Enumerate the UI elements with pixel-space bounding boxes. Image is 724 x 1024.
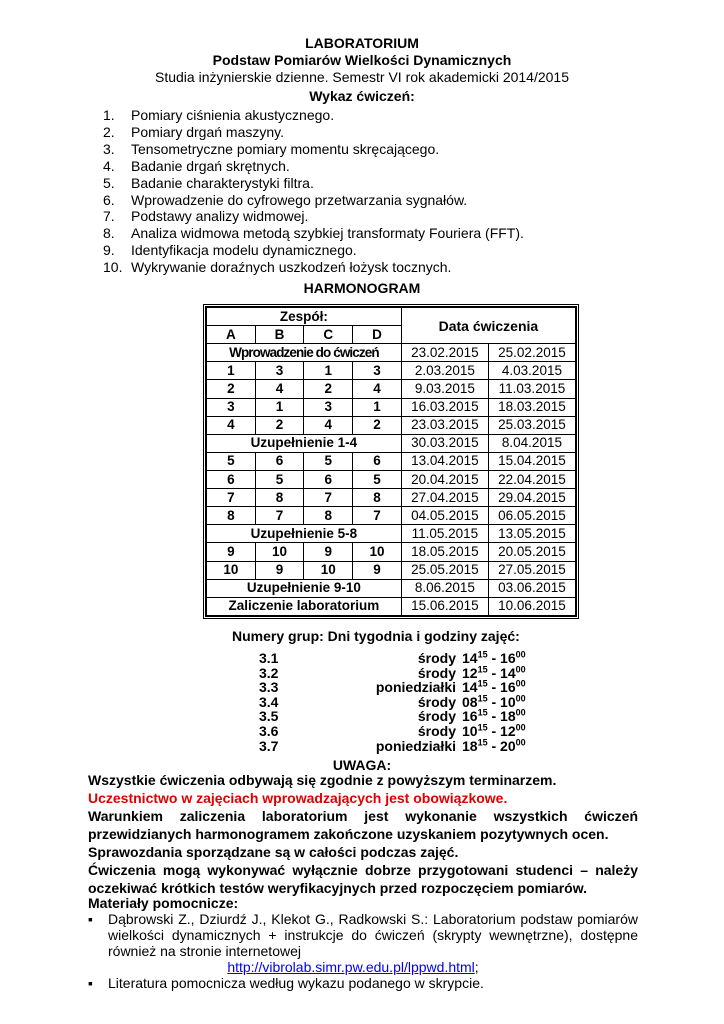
group-number: 3.3 bbox=[259, 679, 279, 696]
date-1: 27.04.2015 bbox=[401, 489, 488, 507]
date-2: 11.03.2015 bbox=[488, 380, 575, 398]
exercise-item bbox=[103, 259, 524, 276]
exercise-item bbox=[103, 158, 524, 175]
date-2: 29.04.2015 bbox=[488, 489, 575, 507]
exercise-number: 2. bbox=[103, 123, 115, 140]
group-day: poniedziałki bbox=[375, 679, 456, 696]
group-time: $18^{15} - 20^{00}$ bbox=[462, 736, 526, 754]
material-item bbox=[88, 975, 638, 991]
group-day: poniedziałki bbox=[375, 737, 456, 754]
square-bullet-icon: ▪ bbox=[88, 911, 93, 927]
note-reports: Sprawozdania sporządzane są w całości podczas zajęć. bbox=[88, 844, 459, 860]
date-2: 15.04.2015 bbox=[488, 452, 575, 470]
exercise-text: Podstawy analizy widmowej. bbox=[131, 208, 309, 225]
end-minute: 00 bbox=[515, 663, 526, 674]
group-row bbox=[232, 678, 526, 696]
end-hour: 12 bbox=[500, 723, 516, 739]
studies-info: Studia inżynierskie dzienne. Semestr VI rok akademicki 2014/2015 bbox=[155, 69, 569, 85]
group-time: $14^{15} - 16^{00}$ bbox=[462, 678, 526, 696]
group-number: 3.1 bbox=[259, 650, 279, 666]
team-c-exercise: 3 bbox=[304, 398, 353, 416]
date-1: 23.03.2015 bbox=[401, 416, 488, 434]
team-b-exercise: 4 bbox=[255, 380, 304, 398]
schedule-row bbox=[207, 416, 576, 434]
materials-heading: Materiały pomocnicze: bbox=[88, 895, 239, 911]
date-1: 20.04.2015 bbox=[401, 470, 488, 488]
date-1: 9.03.2015 bbox=[401, 380, 488, 398]
exercise-number: 5. bbox=[103, 174, 115, 191]
team-d-exercise: 10 bbox=[353, 543, 402, 561]
group-row bbox=[232, 722, 526, 739]
notes-section bbox=[88, 771, 638, 897]
schedule-summary-row bbox=[207, 525, 576, 543]
group-number: 3.5 bbox=[259, 708, 279, 725]
group-row bbox=[232, 736, 526, 754]
schedule-row bbox=[207, 452, 576, 470]
group-number: 3.2 bbox=[259, 664, 279, 681]
team-a-exercise: 2 bbox=[207, 380, 256, 398]
group-day: środy bbox=[417, 693, 456, 710]
note-pass-condition: Warunkiem zaliczenia laboratorium jest wykonanie wszystkich ćwiczeń przewidzianych harmonogramem zakończone uzyskaniem pozytywnych ocen. bbox=[88, 808, 638, 842]
exercise-item bbox=[103, 124, 524, 141]
group-time: $16^{15} - 18^{00}$ bbox=[462, 707, 526, 725]
group-number: 3.7 bbox=[259, 737, 279, 754]
exercise-text: Pomiary drgań maszyny. bbox=[131, 123, 285, 140]
document-header bbox=[0, 35, 724, 105]
page-title: LABORATORIUM bbox=[305, 35, 419, 51]
group-day: środy bbox=[417, 664, 456, 681]
group-row bbox=[232, 663, 526, 681]
intro-date-2: 25.02.2015 bbox=[488, 344, 575, 362]
schedule-row bbox=[207, 380, 576, 398]
end-hour: 16 bbox=[500, 650, 516, 666]
team-c-exercise: 10 bbox=[304, 561, 353, 579]
schedule-header-row bbox=[207, 308, 576, 326]
date-2: 06.05.2015 bbox=[488, 507, 575, 525]
date-2: 4.03.2015 bbox=[488, 362, 575, 380]
schedule-table bbox=[203, 304, 579, 619]
start-hour: 14 bbox=[462, 650, 478, 666]
team-d-exercise: 8 bbox=[353, 489, 402, 507]
row-label: Uzupełnienie 9-10 bbox=[207, 579, 402, 597]
team-b-exercise: 2 bbox=[255, 416, 304, 434]
group-time: $10^{15} - 12^{00}$ bbox=[462, 722, 526, 739]
schedule-row bbox=[207, 470, 576, 488]
row-label: Zaliczenie laboratorium bbox=[207, 597, 402, 615]
date-2: 8.04.2015 bbox=[488, 434, 575, 452]
link-punctuation: ; bbox=[474, 959, 479, 975]
exercise-item bbox=[103, 141, 524, 158]
team-b-exercise: 9 bbox=[255, 561, 304, 579]
team-b-exercise: 6 bbox=[255, 452, 304, 470]
exercise-number: 8. bbox=[103, 225, 115, 242]
date-1: 18.05.2015 bbox=[401, 543, 488, 561]
date-1: 8.06.2015 bbox=[401, 579, 488, 597]
exercise-item bbox=[103, 175, 524, 192]
start-minute: 15 bbox=[477, 736, 488, 747]
materials-link[interactable]: http://vibrolab.simr.pw.edu.pl/lppwd.html bbox=[227, 959, 475, 975]
row-label: Uzupełnienie 5-8 bbox=[207, 525, 402, 543]
team-d-exercise: 2 bbox=[353, 416, 402, 434]
start-hour: 16 bbox=[462, 708, 478, 725]
group-number: 3.4 bbox=[259, 693, 279, 710]
exercise-number: 4. bbox=[103, 157, 115, 174]
team-c-exercise: 8 bbox=[304, 507, 353, 525]
team-b-exercise: 10 bbox=[255, 543, 304, 561]
schedule-row bbox=[207, 489, 576, 507]
note-preparation: Ćwiczenia mogą wykonywać wyłącznie dobrze przygotowani studenci – należy oczekiwać krótkich testów weryfikacyjnych przed rozpoczęciem pomiarów. bbox=[88, 862, 638, 896]
materials-section bbox=[88, 895, 638, 991]
start-minute: 15 bbox=[477, 663, 488, 674]
end-hour: 10 bbox=[500, 693, 516, 710]
group-row bbox=[232, 649, 526, 666]
start-hour: 18 bbox=[462, 737, 478, 754]
team-a-exercise: 4 bbox=[207, 416, 256, 434]
group-time: $14^{15} - 16^{00}$ bbox=[462, 649, 526, 666]
team-d-exercise: 9 bbox=[353, 561, 402, 579]
team-b-exercise: 1 bbox=[255, 398, 304, 416]
start-minute: 15 bbox=[477, 678, 488, 689]
note-mandatory: Uczestnictwo w zajęciach wprowadzających jest obowiązkowe. bbox=[88, 790, 508, 806]
team-letter: A bbox=[207, 326, 256, 344]
note-schedule: Wszystkie ćwiczenia odbywają się zgodnie z powyższym terminarzem. bbox=[88, 772, 557, 788]
group-time: $12^{15} - 14^{00}$ bbox=[462, 663, 526, 681]
intro-label: Wprowadzenie do ćwiczeń bbox=[207, 344, 402, 362]
date-2: 13.05.2015 bbox=[488, 525, 575, 543]
schedule-summary-row bbox=[207, 434, 576, 452]
exercise-text: Badanie charakterystyki filtra. bbox=[131, 174, 314, 191]
groups-heading: Numery grup: Dni tygodnia i godziny zajęć: bbox=[232, 628, 520, 644]
exercise-text: Pomiary ciśnienia akustycznego. bbox=[131, 107, 335, 123]
start-hour: 12 bbox=[462, 664, 478, 681]
team-b-exercise: 8 bbox=[255, 489, 304, 507]
date-2: 22.04.2015 bbox=[488, 470, 575, 488]
team-b-exercise: 3 bbox=[255, 362, 304, 380]
start-hour: 14 bbox=[462, 679, 478, 696]
date-1: 2.03.2015 bbox=[401, 362, 488, 380]
team-a-exercise: 7 bbox=[207, 489, 256, 507]
team-a-exercise: 10 bbox=[207, 561, 256, 579]
exercise-item bbox=[103, 208, 524, 225]
date-2: 27.05.2015 bbox=[488, 561, 575, 579]
team-letter: D bbox=[353, 326, 402, 344]
team-c-exercise: 9 bbox=[304, 543, 353, 561]
group-row bbox=[232, 693, 526, 710]
team-label: Zespół: bbox=[207, 308, 402, 326]
group-number: 3.6 bbox=[259, 723, 279, 739]
team-c-exercise: 6 bbox=[304, 470, 353, 488]
end-minute: 00 bbox=[515, 736, 526, 747]
schedule-title: HARMONOGRAM bbox=[303, 280, 421, 296]
end-minute: 00 bbox=[515, 678, 526, 689]
exercise-text: Analiza widmowa metodą szybkiej transformaty Fouriera (FFT). bbox=[131, 225, 524, 242]
team-b-exercise: 5 bbox=[255, 470, 304, 488]
end-hour: 16 bbox=[500, 679, 516, 696]
notes-heading: UWAGA: bbox=[332, 757, 392, 773]
exercises-heading: Wykaz ćwiczeń: bbox=[309, 88, 415, 104]
team-a-exercise: 1 bbox=[207, 362, 256, 380]
date-2: 03.06.2015 bbox=[488, 579, 575, 597]
exercise-item bbox=[103, 107, 524, 124]
team-d-exercise: 5 bbox=[353, 470, 402, 488]
end-minute: 00 bbox=[515, 707, 526, 718]
exercise-number: 3. bbox=[103, 140, 115, 157]
square-bullet-icon: ▪ bbox=[88, 975, 93, 991]
team-a-exercise: 9 bbox=[207, 543, 256, 561]
start-minute: 15 bbox=[477, 693, 488, 704]
date-2: 25.03.2015 bbox=[488, 416, 575, 434]
schedule-row bbox=[207, 561, 576, 579]
schedule-row bbox=[207, 362, 576, 380]
intro-row bbox=[207, 344, 576, 362]
end-minute: 00 bbox=[515, 693, 526, 704]
team-c-exercise: 2 bbox=[304, 380, 353, 398]
exercise-text: Badanie drgań skrętnych. bbox=[131, 157, 290, 174]
exercise-number: 6. bbox=[103, 191, 115, 208]
exercise-number: 1. bbox=[103, 107, 115, 123]
schedule-row bbox=[207, 398, 576, 416]
team-d-exercise: 6 bbox=[353, 452, 402, 470]
exercise-text: Wykrywanie doraźnych uszkodzeń łożysk tocznych. bbox=[131, 259, 452, 276]
end-hour: 14 bbox=[500, 664, 516, 681]
exercise-item bbox=[103, 225, 524, 242]
schedule-row bbox=[207, 543, 576, 561]
team-a-exercise: 3 bbox=[207, 398, 256, 416]
end-minute: 00 bbox=[515, 722, 526, 733]
start-hour: 08 bbox=[462, 693, 478, 710]
end-hour: 18 bbox=[500, 708, 516, 725]
start-minute: 15 bbox=[477, 722, 488, 733]
team-letter: B bbox=[255, 326, 304, 344]
exercise-number: 7. bbox=[103, 208, 115, 225]
date-1: 30.03.2015 bbox=[401, 434, 488, 452]
exercise-number: 9. bbox=[103, 242, 115, 259]
group-day: środy bbox=[417, 708, 456, 725]
exercise-item bbox=[103, 192, 524, 209]
team-a-exercise: 5 bbox=[207, 452, 256, 470]
start-minute: 15 bbox=[477, 649, 488, 660]
start-minute: 15 bbox=[477, 707, 488, 718]
material-item-text: Literatura pomocnicza według wykazu podanego w skrypcie. bbox=[108, 975, 484, 991]
group-day: środy bbox=[417, 723, 456, 739]
team-c-exercise: 7 bbox=[304, 489, 353, 507]
team-c-exercise: 5 bbox=[304, 452, 353, 470]
team-d-exercise: 4 bbox=[353, 380, 402, 398]
start-hour: 10 bbox=[462, 723, 478, 739]
exercise-list bbox=[103, 107, 524, 276]
team-a-exercise: 8 bbox=[207, 507, 256, 525]
end-minute: 00 bbox=[515, 649, 526, 660]
material-item-text: Dąbrowski Z., Dziurdź J., Klekot G., Radkowski S.: Laboratorium podstaw pomiarów wielkości dynamicznych + instrukcje do ćwiczeń (skrypty wewnętrzne), dostępne również na stronie internetowej bbox=[108, 911, 638, 959]
exercise-item bbox=[103, 242, 524, 259]
team-d-exercise: 1 bbox=[353, 398, 402, 416]
group-time: $08^{15} - 10^{00}$ bbox=[462, 693, 526, 710]
exercise-number: 10. bbox=[103, 259, 123, 276]
date-2: 18.03.2015 bbox=[488, 398, 575, 416]
date-1: 25.05.2015 bbox=[401, 561, 488, 579]
team-letter: C bbox=[304, 326, 353, 344]
team-c-exercise: 4 bbox=[304, 416, 353, 434]
schedule-summary-row bbox=[207, 579, 576, 597]
team-d-exercise: 7 bbox=[353, 507, 402, 525]
team-b-exercise: 7 bbox=[255, 507, 304, 525]
date-2: 10.06.2015 bbox=[488, 597, 575, 615]
date-2: 20.05.2015 bbox=[488, 543, 575, 561]
date-1: 16.03.2015 bbox=[401, 398, 488, 416]
course-name: Podstaw Pomiarów Wielkości Dynamicznych bbox=[212, 52, 512, 68]
exercise-text: Wprowadzenie do cyfrowego przetwarzania sygnałów. bbox=[131, 191, 468, 208]
date-1: 11.05.2015 bbox=[401, 525, 488, 543]
date-1: 04.05.2015 bbox=[401, 507, 488, 525]
date-1: 13.04.2015 bbox=[401, 452, 488, 470]
schedule-row bbox=[207, 507, 576, 525]
team-a-exercise: 6 bbox=[207, 470, 256, 488]
date-label: Data ćwiczenia bbox=[401, 308, 575, 344]
group-row bbox=[232, 707, 526, 725]
end-hour: 20 bbox=[500, 737, 516, 754]
team-c-exercise: 1 bbox=[304, 362, 353, 380]
schedule-summary-row bbox=[207, 597, 576, 615]
material-item bbox=[88, 911, 638, 975]
team-d-exercise: 3 bbox=[353, 362, 402, 380]
exercise-text: Identyfikacja modelu dynamicznego. bbox=[131, 242, 357, 259]
row-label: Uzupełnienie 1-4 bbox=[207, 434, 402, 452]
exercise-text: Tensometryczne pomiary momentu skręcającego. bbox=[131, 140, 440, 157]
intro-date-1: 23.02.2015 bbox=[401, 344, 488, 362]
date-1: 15.06.2015 bbox=[401, 597, 488, 615]
group-day: środy bbox=[417, 650, 456, 666]
